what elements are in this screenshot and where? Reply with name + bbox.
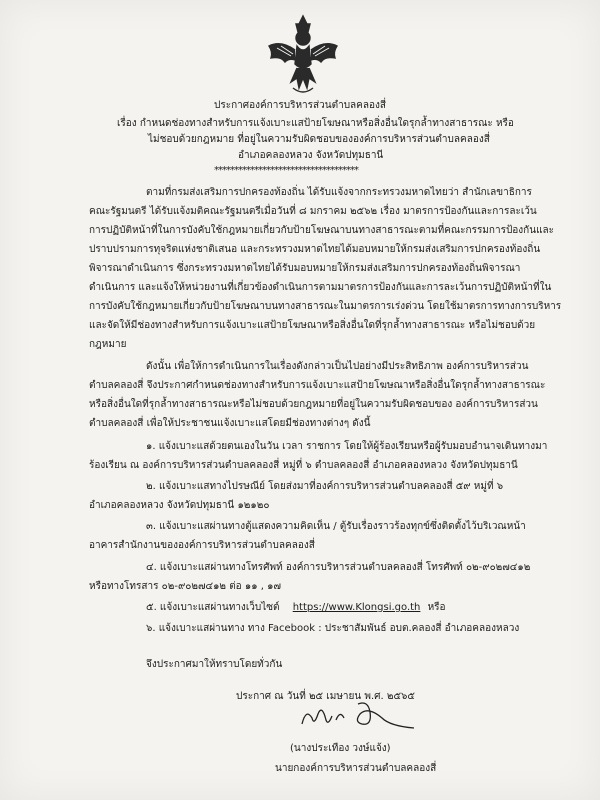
channel-item-3-line: ๓. แจ้งเบาะแสผ่านทางตู้แสดงความคิดเห็น / ตู้รับเรื่องราวร้องทุกข์ซึ่งติดตั้งไว้บริเวณหน้า: [146, 521, 526, 532]
paragraph-1-line: การบังคับใช้กฎหมายเกี่ยวกับป้ายโฆษณาบนทางสาธารณะในมาตรการเร่งด่วน โดยใช้มาตรการทางการบริหาร: [89, 301, 562, 312]
paragraph-1-line: ตามที่กรมส่งเสริมการปกครองท้องถิ่น ได้รับแจ้งจากกระทรวงมหาดไทยว่า สำนักเลขาธิการ: [146, 187, 532, 198]
channel-item-1-line: ร้องเรียน ณ องค์การบริหารส่วนตำบลคลองสี่ หมู่ที่ ๖ ตำบลคลองสี่ อำเภอคลองหลวง จังหวัดปทุมธานี: [89, 460, 518, 471]
paragraph-1-line: ดำเนินการ และแจ้งให้หน่วยงานที่เกี่ยวข้องดำเนินการตามมาตรการป้องกันและการละเว้นการปฏิบัติหน้าที่ใน: [89, 282, 552, 293]
channel-item-5-label: ๕. แจ้งเบาะแสผ่านทางเว็บไซต์: [146, 602, 280, 613]
closing-statement: จึงประกาศมาให้ทราบโดยทั่วกัน: [146, 659, 283, 670]
paragraph-2-line: ดังนั้น เพื่อให้การดำเนินการในเรื่องดังกล่าวเป็นไปอย่างมีประสิทธิภาพ องค์การบริหารส่วน: [146, 361, 529, 372]
subject-line-3: อำเภอคลองหลวง จังหวัดปทุมธานี: [238, 150, 384, 161]
signature-mark: [296, 696, 426, 736]
separator-line: ************************************: [214, 165, 358, 176]
paragraph-2-line: ตำบลคลองสี่ เพื่อให้ประชาชนแจ้งเบาะแสโดยมีช่องทางต่างๆ ดังนี้: [89, 418, 371, 429]
channel-item-6: ๖. แจ้งเบาะแสผ่านทาง ทาง Facebook : ประชาสัมพันธ์ อบต.คลองสี่ อำเภอคลองหลวง: [146, 623, 520, 634]
paragraph-1-line: คณะรัฐมนตรี ได้รับแจ้งมติคณะรัฐมนตรีเมื่อวันที่ ๘ มกราคม ๒๕๖๒ เรื่อง มาตรการป้องกันและการละเว้น: [89, 206, 537, 217]
paragraph-2-line: ตำบลคลองสี่ จึงประกาศกำหนดช่องทางสำหรับการแจ้งเบาะแสป้ายโฆษณาหรือสิ่งอื่นใดรุกล้ำทางสาธารณะ: [89, 380, 546, 391]
channel-item-5: [146, 601, 446, 615]
paragraph-1-line: การปฏิบัติหน้าที่ในการบังคับใช้กฎหมายเกี่ยวกับป้ายโฆษณาบนทางสาธารณะตามที่คณะกรรมการป้องกันและ: [89, 225, 555, 236]
channel-item-3-line: อาคารสำนักงานขององค์การบริหารส่วนตำบลคลองสี่: [89, 540, 315, 551]
paragraph-2-line: หรือสิ่งอื่นใดที่รุกล้ำทางสาธารณะหรือไม่ชอบด้วยกฎหมายที่อยู่ในความรับผิดชอบของ องค์การบริหารส่วน: [89, 399, 538, 410]
channel-item-5-suffix: หรือ: [427, 602, 446, 613]
garuda-emblem-icon: [263, 12, 343, 100]
channel-item-2-line: ๒. แจ้งเบาะแสทางไปรษณีย์ โดยส่งมาที่องค์การบริหารส่วนตำบลคลองสี่ ๕๙ หมู่ที่ ๖: [146, 481, 504, 492]
subject-line-2: ไม่ชอบด้วยกฎหมาย ที่อยู่ในความรับผิดชอบขององค์การบริหารส่วนตำบลคลองสี่: [148, 134, 490, 145]
channel-item-4-line: ๔. แจ้งเบาะแสผ่านทางโทรศัพท์ องค์การบริหารส่วนตำบลคลองสี่ โทรศัพท์ ๐๒-๙๐๒๗๔๑๒: [146, 562, 531, 573]
channel-item-1-line: ๑. แจ้งเบาะแสด้วยตนเองในวัน เวลา ราชการ โดยให้ผู้ร้องเรียนหรือผู้รับมอบอำนาจเดินทางมา: [146, 441, 548, 452]
channel-item-2-line: อำเภอคลองหลวง จังหวัดปทุมธานี ๑๒๑๒๐: [89, 500, 270, 511]
signatory-position: นายกองค์การบริหารส่วนตำบลคลองสี่: [275, 763, 437, 774]
announcement-date: ประกาศ ณ วันที่ ๒๕ เมษายน พ.ศ. ๒๕๖๕: [236, 691, 415, 702]
website-link[interactable]: https://www.Klongsi.go.th: [292, 602, 421, 613]
paragraph-1-line: ปราบปรามการทุจริตแห่งชาติเสนอ และกระทรวงมหาดไทยได้มอบหมายให้กรมส่งเสริมการปกครองท้องถิ่น: [89, 244, 541, 255]
signatory-name: (นางประเทือง วงษ์แจ้ง): [290, 743, 391, 754]
channel-item-4-line: หรือทางโทรสาร ๐๒-๙๐๒๗๔๑๒ ต่อ ๑๑ , ๑๗: [89, 581, 281, 592]
subject-line-1: เรื่อง กำหนดช่องทางสำหรับการแจ้งเบาะแสป้ายโฆษณาหรือสิ่งอื่นใดรุกล้ำทางสาธารณะ หรือ: [117, 118, 514, 129]
paragraph-1-line: กฎหมาย: [89, 339, 127, 350]
announcement-title: ประกาศองค์การบริหารส่วนตำบลคลองสี่: [214, 100, 386, 111]
paragraph-1-line: พิจารณาดำเนินการ ซึ่งกระทรวงมหาดไทยได้รับมอบหมายให้กรมส่งเสริมการปกครองท้องถิ่นพิจารณา: [89, 263, 521, 274]
paragraph-1-line: และจัดให้มีช่องทางสำหรับการแจ้งเบาะแสป้ายโฆษณาหรือสิ่งอื่นใดที่รุกล้ำทางสาธารณะ หรือไม่ชอบด้วย: [89, 320, 536, 331]
